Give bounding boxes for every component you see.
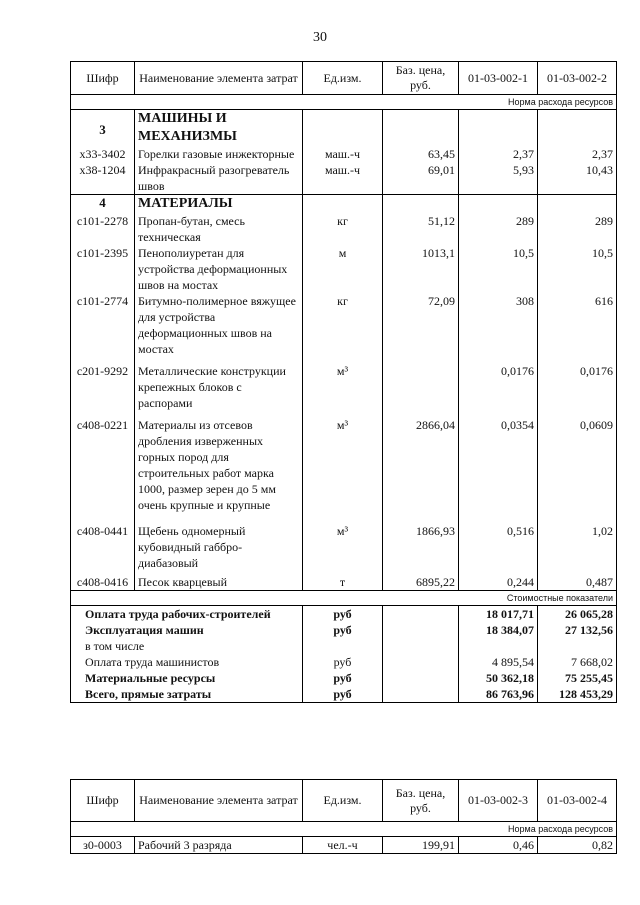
row-name: Пенополиуретан для устройства деформационных швов на мостах (135, 245, 303, 293)
row-value-2: 10,43 (538, 162, 617, 195)
row-value-2: 0,487 (538, 571, 617, 591)
total-value-1 (459, 638, 538, 654)
row-code: х38-1204 (71, 162, 135, 195)
section-row (71, 195, 617, 214)
row-value-1: 2,37 (459, 146, 538, 162)
total-value-2 (538, 638, 617, 654)
row-code: з0-0003 (71, 837, 135, 854)
row-value-1: 308 (459, 293, 538, 357)
row-code: с101-2774 (71, 293, 135, 357)
row-price: 72,09 (383, 293, 459, 357)
total-value-1: 50 362,18 (459, 670, 538, 686)
row-value-1: 0,46 (459, 837, 538, 854)
total-row (71, 686, 617, 703)
total-row (71, 622, 617, 638)
norm-row (71, 822, 617, 837)
row-code: с101-2278 (71, 213, 135, 245)
total-value-1: 18 384,07 (459, 622, 538, 638)
row-value-1: 10,5 (459, 245, 538, 293)
total-value-2: 27 132,56 (538, 622, 617, 638)
row-price: 51,12 (383, 213, 459, 245)
row-code: с408-0416 (71, 571, 135, 591)
row-name: Битумно-полимерное вяжущее для устройства деформационных швов на мостах (135, 293, 303, 357)
header-price: Баз. цена, руб. (383, 780, 459, 822)
header-col-2: 01-03-002-2 (538, 62, 617, 95)
row-code: х33-3402 (71, 146, 135, 162)
table-row (71, 513, 617, 571)
total-name: в том числе (71, 638, 303, 654)
header-code: Шифр (71, 780, 135, 822)
row-price: 63,45 (383, 146, 459, 162)
total-name: Оплата труда рабочих-строителей (71, 606, 303, 623)
row-unit: маш.-ч (303, 162, 383, 195)
row-value-1: 5,93 (459, 162, 538, 195)
row-unit: кг (303, 213, 383, 245)
row-name: Горелки газовые инжекторные (135, 146, 303, 162)
total-row (71, 654, 617, 670)
page-number: 30 (313, 30, 327, 45)
total-value-1: 18 017,71 (459, 606, 538, 623)
table-row (71, 571, 617, 591)
row-value-2: 616 (538, 293, 617, 357)
row-value-2: 0,0176 (538, 357, 617, 411)
section-number: 4 (71, 195, 135, 214)
row-value-1: 289 (459, 213, 538, 245)
header-col-3: 01-03-002-3 (459, 780, 538, 822)
table-row (71, 162, 617, 195)
row-name: Материалы из отсевов дробления изверженных горных пород для строительных работ марка 1000, размер зерен до 5 мм очень крупные и крупные (135, 411, 303, 513)
row-value-2: 0,82 (538, 837, 617, 854)
norm-label: Норма расхода ресурсов (71, 822, 617, 837)
total-value-2: 128 453,29 (538, 686, 617, 703)
total-row (71, 638, 617, 654)
row-price: 69,01 (383, 162, 459, 195)
total-value-1: 86 763,96 (459, 686, 538, 703)
resource-table-2 (70, 779, 617, 854)
total-value-2: 75 255,45 (538, 670, 617, 686)
table-row (71, 245, 617, 293)
row-price: 199,91 (383, 837, 459, 854)
total-unit: руб (303, 686, 383, 703)
row-code: с408-0221 (71, 411, 135, 513)
total-name: Эксплуатация машин (71, 622, 303, 638)
table-row (71, 357, 617, 411)
header-unit: Ед.изм. (303, 62, 383, 95)
row-value-1: 0,244 (459, 571, 538, 591)
row-unit: маш.-ч (303, 146, 383, 162)
header-price: Баз. цена, руб. (383, 62, 459, 95)
row-unit: м (303, 245, 383, 293)
row-code: с408-0441 (71, 513, 135, 571)
row-name: Щебень одномерный кубовидный габбро-диабазовый (135, 513, 303, 571)
header-col-4: 01-03-002-4 (538, 780, 617, 822)
row-unit: м³ (303, 513, 383, 571)
section-row (71, 110, 617, 147)
row-name: Металлические конструкции крепежных блоков с распорами (135, 357, 303, 411)
total-value-2: 7 668,02 (538, 654, 617, 670)
row-code: с201-9292 (71, 357, 135, 411)
row-name: Пропан-бутан, смесь техническая (135, 213, 303, 245)
table-row (71, 837, 617, 854)
row-value-2: 0,0609 (538, 411, 617, 513)
row-value-2: 1,02 (538, 513, 617, 571)
total-unit: руб (303, 622, 383, 638)
row-price: 2866,04 (383, 411, 459, 513)
row-name: Песок кварцевый (135, 571, 303, 591)
row-price: 1013,1 (383, 245, 459, 293)
header-name: Наименование элемента затрат (135, 780, 303, 822)
row-code: с101-2395 (71, 245, 135, 293)
header-unit: Ед.изм. (303, 780, 383, 822)
header-code: Шифр (71, 62, 135, 95)
row-unit: чел.-ч (303, 837, 383, 854)
total-row (71, 606, 617, 623)
row-value-1: 0,0354 (459, 411, 538, 513)
cost-indicators-row (71, 591, 617, 606)
table-header-row (71, 62, 617, 95)
row-value-1: 0,0176 (459, 357, 538, 411)
row-unit: м³ (303, 411, 383, 513)
row-value-2: 289 (538, 213, 617, 245)
table-row (71, 411, 617, 513)
row-value-2: 10,5 (538, 245, 617, 293)
row-name: Инфракрасный разогреватель швов (135, 162, 303, 195)
total-unit: руб (303, 606, 383, 623)
total-name: Материальные ресурсы (71, 670, 303, 686)
table-row (71, 146, 617, 162)
row-value-1: 0,516 (459, 513, 538, 571)
section-number: 3 (71, 110, 135, 147)
section-name: МАШИНЫ И МЕХАНИЗМЫ (135, 110, 303, 147)
total-name: Всего, прямые затраты (71, 686, 303, 703)
total-unit: руб (303, 670, 383, 686)
row-unit: кг (303, 293, 383, 357)
total-row (71, 670, 617, 686)
row-price: 1866,93 (383, 513, 459, 571)
row-name: Рабочий 3 разряда (135, 837, 303, 854)
row-unit: м³ (303, 357, 383, 411)
norm-label: Норма расхода ресурсов (71, 95, 617, 110)
total-value-2: 26 065,28 (538, 606, 617, 623)
total-unit: руб (303, 654, 383, 670)
table-row (71, 213, 617, 245)
resource-table-1 (70, 61, 617, 703)
header-name: Наименование элемента затрат (135, 62, 303, 95)
table-row (71, 293, 617, 357)
total-name: Оплата труда машинистов (71, 654, 303, 670)
table-header-row (71, 780, 617, 822)
header-col-1: 01-03-002-1 (459, 62, 538, 95)
row-price (383, 357, 459, 411)
row-unit: т (303, 571, 383, 591)
total-value-1: 4 895,54 (459, 654, 538, 670)
cost-label: Стоимостные показатели (71, 591, 617, 606)
section-name: МАТЕРИАЛЫ (135, 195, 303, 214)
row-value-2: 2,37 (538, 146, 617, 162)
row-price: 6895,22 (383, 571, 459, 591)
total-unit (303, 638, 383, 654)
norm-row (71, 95, 617, 110)
